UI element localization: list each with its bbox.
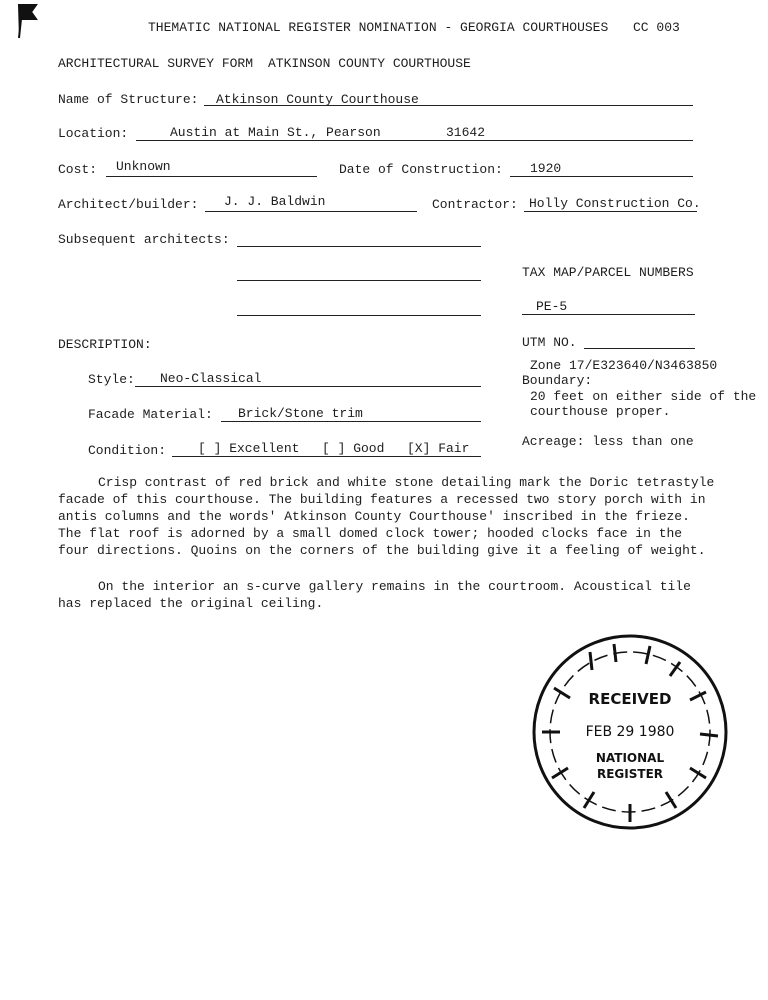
style-label: Style: bbox=[88, 372, 135, 387]
contractor-value: Holly Construction Co. bbox=[529, 196, 701, 211]
condition-fair: [X] Fair bbox=[407, 441, 470, 456]
condition-label: Condition: bbox=[88, 443, 167, 458]
county-title: ATKINSON COUNTY COURTHOUSE bbox=[268, 56, 471, 71]
nomination-title: THEMATIC NATIONAL REGISTER NOMINATION - GEORGIA COURTHOUSES bbox=[148, 20, 609, 35]
architect-value: J. J. Baldwin bbox=[224, 194, 326, 209]
name-label: Name of Structure: bbox=[58, 92, 199, 107]
utm-label: UTM NO. bbox=[522, 335, 577, 350]
narrative-paragraph-2 bbox=[58, 578, 718, 612]
boundary-line-1: 20 feet on either side of the bbox=[530, 389, 757, 404]
location-label: Location: bbox=[58, 126, 129, 141]
architect-underline bbox=[205, 211, 417, 212]
cost-label: Cost: bbox=[58, 162, 98, 177]
location-underline bbox=[136, 140, 693, 141]
narrative-text-2: On the interior an s-curve gallery remains in the courtroom. Acoustical tile has replaced the original ceiling. bbox=[58, 579, 691, 611]
corner-flag-mark bbox=[12, 2, 42, 42]
contractor-underline bbox=[524, 211, 697, 212]
condition-good: [ ] Good bbox=[322, 441, 385, 456]
style-value: Neo-Classical bbox=[160, 371, 262, 386]
subsequent-underline-3 bbox=[237, 315, 481, 316]
stamp-line2-text: REGISTER bbox=[596, 767, 664, 781]
architect-label: Architect/builder: bbox=[58, 197, 199, 212]
utm-underline bbox=[584, 348, 695, 349]
condition-excellent: [ ] Excellent bbox=[198, 441, 300, 456]
contractor-label: Contractor: bbox=[432, 197, 518, 212]
subsequent-label: Subsequent architects: bbox=[58, 232, 230, 247]
facade-label: Facade Material: bbox=[88, 407, 213, 422]
boundary-label: Boundary: bbox=[522, 373, 593, 388]
description-heading: DESCRIPTION: bbox=[58, 337, 152, 352]
tax-value: PE-5 bbox=[536, 299, 568, 314]
condition-underline bbox=[172, 456, 481, 457]
tax-map-label: TAX MAP/PARCEL NUMBERS bbox=[522, 265, 694, 280]
acreage: Acreage: less than one bbox=[522, 434, 694, 449]
location-value: Austin at Main St., Pearson bbox=[170, 125, 381, 140]
utm-zone: Zone 17/E323640/N3463850 bbox=[530, 358, 718, 373]
stamp-line1-text: NATIONAL bbox=[595, 751, 665, 765]
date-label: Date of Construction: bbox=[339, 162, 503, 177]
cost-value: Unknown bbox=[116, 159, 171, 174]
form-code: CC 003 bbox=[633, 20, 680, 35]
date-underline bbox=[510, 176, 693, 177]
form-title: ARCHITECTURAL SURVEY FORM bbox=[58, 56, 254, 71]
name-value: Atkinson County Courthouse bbox=[216, 92, 419, 107]
subsequent-underline-1 bbox=[237, 246, 481, 247]
style-underline bbox=[135, 386, 481, 387]
date-value: 1920 bbox=[530, 161, 562, 176]
tax-underline bbox=[522, 314, 695, 315]
facade-value: Brick/Stone trim bbox=[238, 406, 363, 421]
facade-underline bbox=[221, 421, 481, 422]
subsequent-underline-2 bbox=[237, 280, 481, 281]
stamp-date-text: FEB 29 1980 bbox=[585, 724, 675, 740]
narrative-text-1: Crisp contrast of red brick and white stone detailing mark the Doric tetrastyle facade of this courthouse. The building features a recessed two story porch with in antis columns and the words' Atkinson County Courthouse' inscribed in the frieze. The flat roof is adorned by a small domed clock tower; hooded clocks face in the four directions. Quoins on the corners of the building give it a feeling of weight. bbox=[58, 475, 715, 558]
narrative-paragraph-1 bbox=[58, 474, 718, 559]
received-stamp bbox=[530, 632, 730, 832]
location-zip: 31642 bbox=[446, 125, 486, 140]
stamp-received-text: RECEIVED bbox=[588, 690, 672, 708]
boundary-line-2: courthouse proper. bbox=[530, 404, 671, 419]
cost-underline bbox=[106, 176, 317, 177]
